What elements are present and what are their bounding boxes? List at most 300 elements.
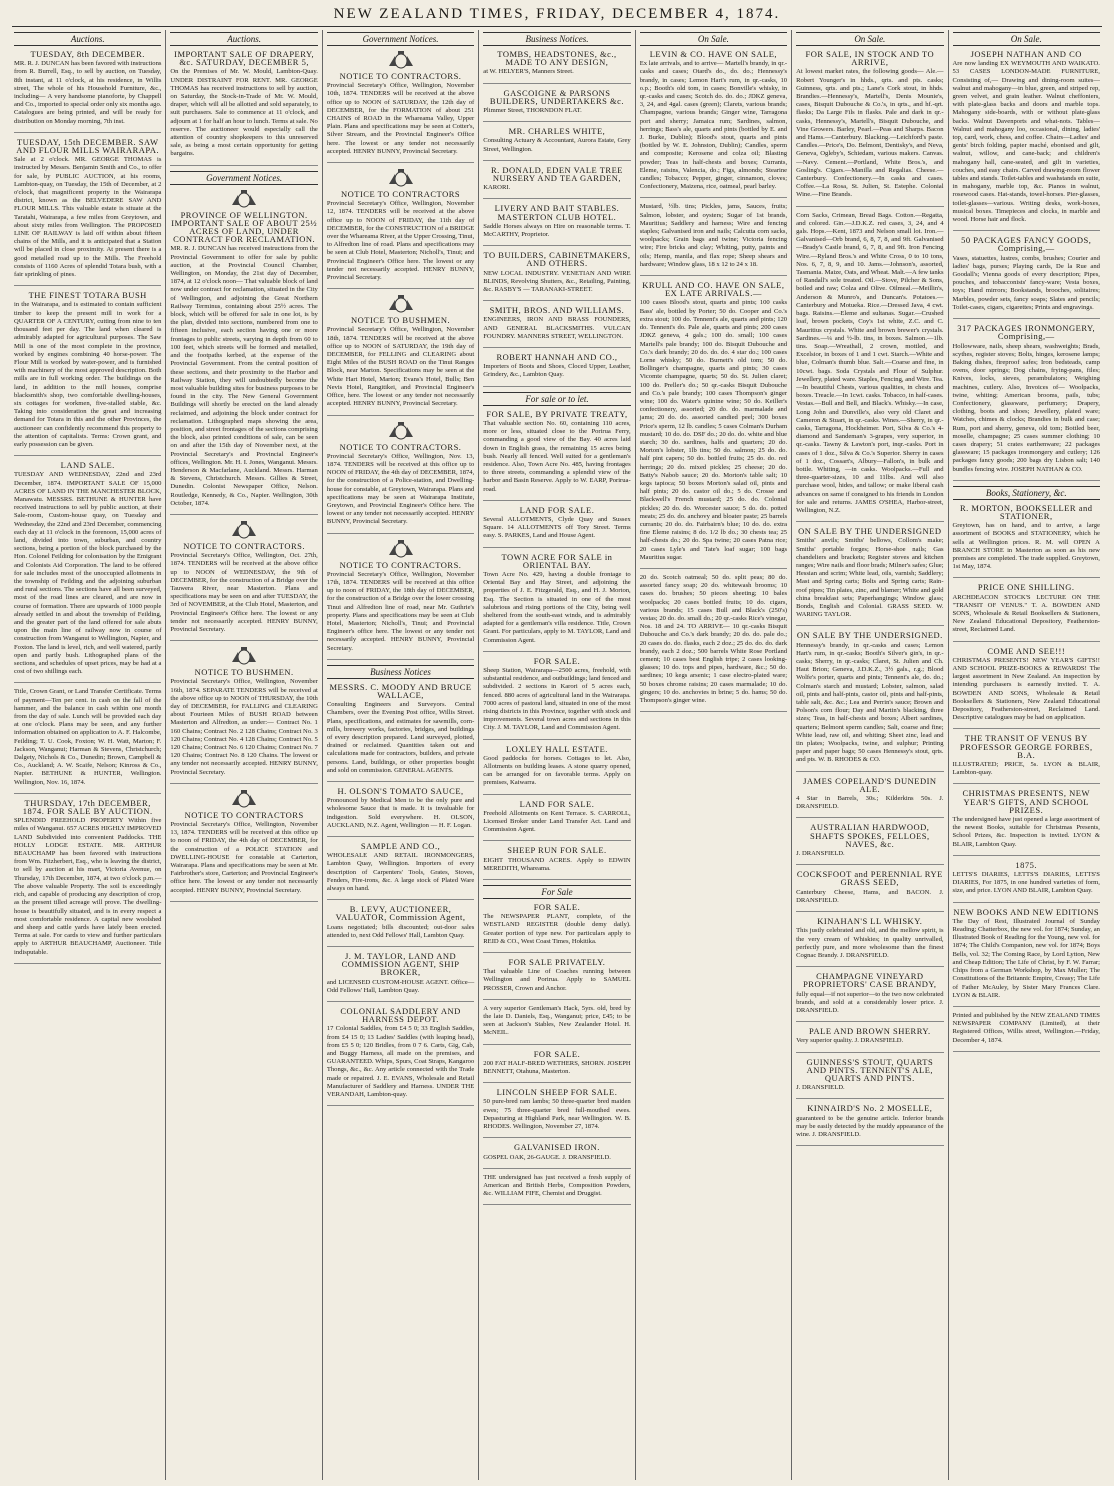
ad-body: MR. R. J. DUNCAN has received instructions from the Provincial Government to offer for sale by public auction, at the Provincial Council Chamber, Wellington, on Monday, the 21st day of December, 1874, at 12 o'clock noon— That valuable block of land now under contract for reclamation, situated in the City of Wellington, and adjoining the Great Northern Railway Terminus, containing about 25½ acres. The block, which will be offered for sale in one lot, is by the plan, divided into sections, numbered from one to fifteen inclusive, each section having one or more frontages to public streets, varying in depth from 60 to 100 feet, which streets will be formed and metalled, and the footpaths kerbed, at the expense of the Provincial Government. From the central position of these sections, and their proximity to the Harbor and Railway Station, they will undoubtedly become the most valuable building sites for business purposes to be found in the city. The New General Government Buildings will shortly be erected on the land already reclaimed, and adjoining the block under contract for reclamation. Lithographed maps showing the area, position, and street frontages of the sections comprising the block, also printed conditions of sale, can be seen on and after the 15th day of November next, at the Provincial Secretary's and Provincial Engineer's offices, Wellington. Mr. H. I. Jones, Wanganui. Messrs. Henderson & Macfarlane, Auckland. Messrs. Harman & Stevens, Christchurch. Messrs. Gillies & Street, Dunedin. Colonist Newspaper Office, Nelson. Routledge, Kennedy, & Co., Napier. Wellington, 30th October, 1874. (170, 245, 318, 507)
ad-divider (327, 533, 474, 534)
advertisement (483, 745, 630, 788)
section-heading: Books, Stationery, &c. (953, 486, 1100, 500)
ad-headline: COLONIAL SADDLERY AND HARNESS DEPOT. (340, 1006, 461, 1025)
ad-divider (14, 682, 161, 683)
ad-body: This justly celebrated and old, and the mellow spirit, is the very cream of Whiskies; in quality unrivalled, perfectly pure, and more wholesome than the finest Cognac Brandy. J. DRANSFIELD. (796, 927, 944, 959)
ad-body: in the Wairarapa, and is estimated to contain sufficient timber to keep the present mill in work for a QUARTER OF A CENTURY, cutting from nine to ten thousand feet per day. The land when cleared is admirably adapted for agricultural purposes. The Saw Mill is one of the most complete in the province, worked by engines combining 40 horse-power. The Flour Mill is worked by water-power, and is furnished with machinery of the most approved description. Both mills are in full working order. The buildings on the land, in addition to the mill houses, comprise blacksmith's shop, two comfortable dwelling-houses, six cottages for workmen, five-stalled stable, &c. Taking into consideration the great and increasing demand for Totara in this and the other Provinces, the auctioneer can confidently recommend this property to the attention of capitalists. Terms: Crown grant, and early possession can be given. (14, 301, 162, 448)
ad-body: 100 cases Blood's stout, quarts and pints; 100 casks Bass' ale, bottled by Porter; 50 do. Cooper and Co.'s extra stout; 100 do. Tennent's ale, quarts and pints; 120 do. Tennent's do. Pale ale, quarts and pints; 200 cases JDKZ geneva, 4 gals.; 100 do. small; 100 cases Martell's pale brandy; 100 do. Bisquit Dubouche and Co.'s dark brandy; 20 do. do. do. 4 star do.; 100 cases Lorne whisky; 50 do. Burnett's old tom; 50 do. Bollinger's champagne, quarts and pints; 30 cases Vicomte champagne, quarts; 50 do. St. Julien claret; 100 do. Preller's do.; 50 qr.-casks Bisquit Dubouche and Co.'s pale brandy; 100 cases Thompson's ginger wine; 100 do. Water's quinine wine; 50 do. Keiller's confectionery, assorted; 20 do. do. marmalade and jams; 20 do. do. assorted candied peel; 300 boxes Price's sperm, 12 lb. candles; 5 cases Colman's Durham mustard; 10 do. do. DSF do.; 20 do. do. white and blue starch; 30 do. sardines, halfs and quarters; 20 do. Morton's lobster, 1lb tins; 50 do. salmon; 25 do. do. half pint capers; 50 do. bottled fruits; 25 do. do. red herrings; 20 do. mixed pickles; 25 cheese; 20 do. Batty's Nabob sauce; 20 do. Morton's table salt; 10 kegs tapioca; 50 boxes Morton's salad oil, pints and half pints; 20 do. castor oil do.; 5 do. Crosse and Blackwell's French mustard; 25 do. do. Colonial pickles; 20 do. do. Worcester sauce; 5 do. do. potted meats; 25 do. do. anchovy and bloater paste; 25 barrels currants; 20 do. do. Fairbairn's blue; 10 do. do. extra fine Eleme raisins; 8 do. 1/2 lb do.; 30 chests tea; 25 half-chests do.; 20 do. Spa twine; 20 cases Patna rice; 20 cases Lyle's and Tate's loaf sugar; 100 bags Mauritius sugar. (639, 299, 788, 561)
ad-headline: LAND FOR SALE. (519, 798, 595, 809)
ad-headline: AUSTRALIAN HARDWOOD, SHAFTS SPOKES, FELLOES, NAVES, &c. (809, 822, 930, 849)
ad-divider (483, 840, 630, 841)
ad-divider (953, 1006, 1100, 1007)
ad-headline: NOTICE TO BUSHMEN. (350, 315, 451, 326)
ad-headline: R. MORTON, BOOKSELLER and STATIONER, (959, 502, 1093, 521)
advertisement (327, 421, 474, 527)
ad-body: Provincial Secretary's Office, Wellington, November 13, 1874. TENDERS will be received at this office up to noon of FRIDAY, the 4th day of DECEMBER, for the construction of a POLICE STATION and DWELLING-HOUSE for constable at Carterton, Wairarapa. Plans and specifications may be seen at Mr. Fairbrother's store, Carterton; and Provincial Engineer's office here. The lowest or any tender not necessarily accepted. HENRY BUNNY, Provincial Secretary. (170, 821, 318, 894)
ad-body: Vases, statuettes, lustres, combs, brushes; Courier and ladies' bags, purses; Playing cards, De la Rue and Goodall's; Vienna goods of every description; Pipes, pouches, and tobacconists' fancy-ware; Vesta boxes, toys; Hand mirrors; Bookstands, brooches, solitaires; Marbles, powder sets, fancy soaps; Slates and pencils; Toilet-cases, cigars, cigarettes; Prints and engravings. (952, 254, 1100, 311)
ad-headline: ON SALE BY THE UNDERSIGNED (798, 526, 942, 537)
ad-body: guaranteed to be the genuine article. Inferior brands may be easily detected by the muddy appearance of the wine. J. DRANSFIELD. (796, 1114, 944, 1138)
ad-body: At lowest market rates, the following goods— Ale.—Robert Younger's in hhds., qrts. and pts. casks; Guinness, qrts. and pts.; Lane's Cork stout, in hhds. Brandies.—Hennessy's, Martell's, Denis Mounie's, cases, Bisquit Dubouche & Co.'s, in qrts., and hf.-qrt. flasks; Da Large Fils in flasks. Pale and dark in qr.-casks, Hennessy's, Martell's, Bisquit Dubouche, and Vine Growers. Barley, Pearl.—Peas and Sharps. Bacon and Hams.—Canterbury. Blacking.—Leichford's paste. Candles.—Price's, Do. Belmont, Dentisky's, and Neva, Geneva, Ogleby's, Schiedam, various makers. Canvas.—Navy. Cement.—Portland, White Bros.'s, and Gosling's. Cigars.—Manilla and Regalias. Cheese.—Canterbury. Confectionery.—In casks and cases. Coffee.—La Rosa, St. Julien, St. Estephe. Colonial Wine.—Fine Brands. (796, 68, 944, 199)
ad-body: Provincial Secretary's Office, Wellington, November 10th, 1874. TENDERS will be received at the above office up to NOON of SATURDAY, the 12th day of DECEMBER, for the FORMATION of about 251 CHAINS of ROAD in the Whareama Valley, Upper Plain. Plans and specifications may be seen at Cotter's, Silver Stream, and the Provincial Engineer's Office here. The lowest or any tender not necessarily accepted. HENRY BUNNY, Provincial Secretary. (326, 82, 475, 155)
ad-divider (483, 651, 630, 652)
advertisement (483, 410, 630, 494)
ad-divider (640, 275, 787, 276)
ad-headline: NOTICE TO CONTRACTORS (340, 189, 461, 200)
ad-body: 50 pure-bred ram lambs; 50 three-quarter bred maiden ewes; 75 three-quarter bred full-mouthed ewes. Depasturing at Highland Park, near Wellington. W. B. RHODES. Wellington, November 27, 1874. (483, 1098, 631, 1131)
royal-crest-icon (229, 189, 259, 209)
advertisement (953, 789, 1100, 848)
ad-divider (953, 577, 1100, 578)
column (635, 30, 791, 1480)
advertisement (953, 1012, 1100, 1045)
ad-divider (483, 1044, 630, 1045)
ad-headline: PROVINCE OF WELLINGTON. IMPORTANT SALE OF ABOUT 25½ ACRES OF LAND, UNDER CONTRACT FOR RECLAMATION. (171, 209, 318, 245)
ad-headline: GUINNESS'S STOUT, QUARTS AND PINTS. TENNENT'S ALE, QUARTS AND PINTS. (806, 1056, 934, 1083)
advertisement (327, 787, 474, 830)
ad-divider (327, 899, 474, 900)
ad-headline: PRICE ONE SHILLING. (977, 582, 1075, 593)
ad-headline: CHAMPAGNE VINEYARD PROPRIETORS' CASE BRANDY, (803, 971, 937, 990)
advertisement (483, 657, 630, 733)
ad-body: at W. HELYER'S, Manners Street. (483, 68, 574, 76)
ad-divider (953, 318, 1100, 319)
ad-body: Printed and published by the NEW ZEALAND TIMES NEWSPAPER COMPANY (Limited), at their Registered Offices, Willis street, Wellington.—Friday, December 4, 1874. (952, 1011, 1100, 1044)
section-heading: For sale or to let. (483, 392, 630, 406)
ad-divider (14, 285, 161, 286)
advertisement (796, 777, 943, 812)
advertisement (483, 251, 630, 294)
ad-headline: GALVANISED IRON. (514, 1142, 600, 1153)
section-heading: On Sale. (953, 32, 1100, 46)
ad-headline: TOWN ACRE FOR SALE in ORIENTAL BAY. (501, 551, 613, 570)
advertisement (327, 539, 474, 653)
advertisement (796, 631, 943, 764)
ad-body: ARCHDEACON STOCK'S LECTURE ON THE "TRANSIT OF VENUS." T. A. BOWDEN AND SONS, Wholesale & Retail Booksellers & Stationers, New Zealand Educational Depository, Featherston-street, Reclaimed Land. (952, 593, 1100, 634)
ad-divider (796, 911, 943, 912)
ad-divider (483, 121, 630, 122)
advertisement (640, 203, 787, 269)
advertisement (483, 50, 630, 77)
ad-body: NEW LOCAL INDUSTRY. VENETIAN AND WIRE BLINDS, Revolving Shutters, &c., Retailing, Painting, &c. RASBY'S — TARANAKI-STREET. (483, 269, 631, 294)
section-heading: Government Notices. (327, 32, 474, 46)
ad-body: Very superior quality. J. DRANSFIELD. (796, 1037, 904, 1045)
ad-headline: FOR SALE, BY PRIVATE TREATY, (486, 408, 628, 419)
ad-body: That valuable section No. 60, containing 110 acres, more or less, situated close to the Porirua Ferry, commanding a good view of the Bay. 40 acres laid down in English grass, the remaining 15 acres being bush. Nearly all fenced. Well suited for a gentleman's residence. Also, Town Acre No. 485, having frontages to three streets, commanding a splendid view of the harbor and Basin Reserve. Apply to W. EARP, Porirua-road. (483, 419, 631, 493)
ad-divider (796, 1021, 943, 1022)
ad-divider (953, 855, 1100, 856)
ad-headline: 317 PACKAGES IRONMONGERY, Comprising,— (957, 323, 1096, 342)
ad-divider (953, 230, 1100, 231)
ad-divider (796, 817, 943, 818)
ad-divider (170, 901, 317, 902)
ad-body: Importers of Boots and Shoes, Cloced Upper, Leather, Grindery, &c., Lambton Quay. (483, 363, 631, 379)
masthead: NEW ZEALAND TIMES, FRIDAY, DECEMBER 4, 1874. (333, 6, 781, 22)
ad-body: Provincial Secretary's Office, Wellington, November 17th, 1874. TENDERS will be received at this office up to noon of FRIDAY, the 18th day of DECEMBER, for the construction of a Bridge over the lower crossing Tinui and Alfredton line of road, near Mr. Guthrie's property. Plans and specifications may be seen at Club Hotel, Masterton; Nicholl's, Tinui; and Provincial Engineer's office here. The lowest or any tender not necessarily accepted. HENRY BUNNY, Provincial Secretary. (326, 570, 475, 652)
ad-headline: LINCOLN SHEEP FOR SALE. (496, 1087, 618, 1098)
ad-divider (953, 728, 1100, 729)
ad-body: SPLENDID FREEHOLD PROPERTY Within five miles of Wanganui. 657 ACRES HIGHLY IMPROVED LAND Subdivided into convenient Paddocks. THE HOLLY LODGE ESTATE. MR. ARTHUR BEAUCHAMP has been favored with instructions from Wm. Fitzherbert, Esq., who is leaving the district, to sell by auction at his mart, Victoria Avenue, on Thursday, 17th December, 1874, at two o'clock p.m.— The above valuable Property. The soil is exceedingly rich, and capable of producing any description of crop, as the present tilled acreage will prove. The dwelling-house is beautifully situated, and is in every respect a most comfortable residence. A capital new woolshed and sheep and cattle yards have lately been erected. Terms at sale. For cards to view and further particulars apply to ARTHUR BEAUCHAMP, Auctioneer. Title indisputable. (14, 817, 162, 956)
ad-headline: LAND FOR SALE. (519, 504, 595, 515)
ad-divider (796, 1098, 943, 1099)
advertisement (796, 1058, 943, 1093)
ad-body: Several ALLOTMENTS, Clyde Quay and Sussex Square. 14 ALLOTMENTS off Tory Street. Terms easy. S. PARKES, Land and House Agent. (483, 515, 631, 540)
ad-divider (483, 794, 630, 795)
ad-headline: FOR SALE. (533, 902, 581, 913)
ad-body: J. DRANSFIELD. (796, 850, 845, 858)
royal-crest-icon (386, 50, 416, 70)
ad-headline: NOTICE TO BUSHMEN. (194, 667, 294, 678)
ad-divider (170, 640, 317, 641)
advertisement (327, 1007, 474, 1099)
ad-divider (796, 966, 943, 967)
advertisement (953, 324, 1100, 474)
ad-headline: CHRISTMAS PRESENTS, NEW YEAR'S GIFTS, AND SCHOOL PRIZES. (962, 788, 1090, 815)
ad-headline: GASCOIGNE & PARSONS BUILDERS, UNDERTAKERS &c. (489, 87, 625, 106)
ad-body: ENGINEERS, IRON AND BRASS FOUNDERS, AND GENERAL BLACKSMITHS. VULCAN FOUNDRY. MANNERS STREET, WELLINGTON. (483, 316, 631, 340)
ad-body: Provincial Secretary's Office, Wellington, Oct. 27th, 1874. TENDERS will be received at the above office up to NOON of WEDNESDAY, the 9th of DECEMBER, for the construction of a Bridge over the Tauwera River, near Masterton. Plans and specifications may be seen on and after TUESDAY, the 3rd of NOVEMBER, at the Club Hotel, Masterton, and Provincial Engineer's Office here. The lowest or any tender not necessarily accepted. HENRY BUNNY, Provincial Secretary. (170, 552, 318, 633)
column (478, 30, 634, 1480)
ad-body: CHRISTMAS PRESENTS! NEW YEAR'S GIFTS!! AND SCHOOL PRIZE-BOOKS & REWARDS! The largest assortment in New Zealand. An inspection by intending purchasers is earnestly invited. T. A. BOWDEN AND SONS, Wholesale & Retail Booksellers & Stationers, New Zealand Educational Depository, Featherston-street, Reclaimed Land. Descriptive catalogues may be had on application. (952, 656, 1100, 722)
ad-headline: KINNAIRD'S No. 2 MOSELLE, (807, 1103, 933, 1114)
ad-body: On the Premises of Mr. W. Mould, Lambton-Quay. UNDER DISTRAINT FOR RENT. MR. GEORGE THOMAS has received instructions to sell by auction, on Saturday, the Stock-in-Trade of Mr. W. Mould, draper, which will all be allotted and sold separately, to suit purchasers. Sale to commence at 11 o'clock, and adjourn at 1 for half an hour to lunch. Terms at sale. No reserve. The auctioneer would especially call the attention of country shopkeepers to this unreserved sale, as being a most certain opportunity for getting bargains. (170, 68, 318, 158)
ad-body: EIGHT THOUSAND ACRES. Apply to EDWIN MEREDITH, Whareama. (483, 856, 631, 872)
ad-body: Greytown, has on hand, and to arrive, a large assortment of BOOKS and STATIONERY, which he sells at Wellington prices. R. M. will OPEN A BRANCH STORE in Masterton as soon as his new premises are completed. The trade supplied. Greytown, 1st May, 1874. (952, 522, 1100, 571)
ad-divider (483, 347, 630, 348)
advertisement (483, 958, 630, 993)
ad-headline: KINAHAN'S LL WHISKY. (817, 916, 923, 927)
ad-body: Hennessy's brandy, in qr.-casks and cases; Lemon Hart's rum, in qr.-casks; Booth's Silver's gin's, in qr.-casks; Sherry, in qr.-casks; Claret, St. Julien and Ch. Haut Brion; Geneva, J.D.K.Z., 3½ gals., r.g.; Blood Wolfe's porter, quarts and pints; Tennent's ale, do. do.; Colman's starch and mustard; Lobster, salmon, salad oil, pints and half-pints, castor oil, pints and half-pints, table salt, &c. &c.; Lea and Perrin's sauce; Brown and Polson's corn flour; Day and Martin's blacking, three sizes; Teas, in half-chests and boxes; Albert sardines, quarters; Belmont sperm candles; Salt, coarse and fine; White lead, raw oil, and whiting; Sheet zinc, lead and tin plates; Woolpacks, twine, and sulphur; Printing paper and paper bags; 50 cases Hennessy's stout, qrts. and pts. W. B. RHODES & CO. (796, 641, 944, 764)
advertisement (14, 461, 161, 676)
ad-divider (796, 1052, 943, 1053)
ad-divider (483, 999, 630, 1000)
advertisement (796, 1104, 943, 1139)
column (322, 30, 478, 1480)
advertisement (483, 1050, 630, 1077)
advertisement (796, 527, 943, 619)
ad-headline: FOR SALE, IN STOCK AND TO ARRIVE, (805, 49, 935, 68)
ad-divider (640, 711, 787, 712)
ad-headline: COCKSFOOT and PERENNIAL RYE GRASS SEED, (796, 869, 943, 888)
ad-headline: NOTICE TO CONTRACTORS. (339, 441, 462, 452)
ad-body: The undersigned have just opened a large assortment of the newest Books, suitable for Christmas Presents, School Prizes, &c. Inspection is invited. LYON & BLAIR, Lambton Quay. (952, 816, 1100, 848)
ad-body: Sheep Station, Wairarapa—2500 acres, freehold, with substantial residence, and outbuildings; land fenced and subdivided. 2 sections in Karori of 5 acres each, fenced. 880 acres of agricultural land in the Wairarapa. 7000 acres of pastoral land, situated in one of the most rising districts in this Province, together with stock and improvements. Several town acres and sections in this City. J. M. TAYLOR, Land and Commission Agent. (483, 666, 631, 732)
advertisement (483, 89, 630, 116)
advertisement (483, 846, 630, 873)
ad-headline: H. OLSON'S TOMATO SAUCE, (337, 786, 464, 796)
advertisement (796, 50, 943, 200)
advertisement (953, 647, 1100, 723)
royal-crest-icon (229, 520, 259, 540)
ad-headline: ROBERT HANNAH AND CO., (496, 352, 618, 363)
advertisement (170, 646, 317, 777)
ad-divider (483, 83, 630, 84)
ad-divider (796, 1145, 943, 1146)
advertisement (796, 870, 943, 905)
ad-body: Hollowware, nails, sheep shears, washweights; Brads, scythes, register stoves; Bolts, hinges, kerosene lamps; Baking dishes, fireproof safes; Iron bedsteads, camp ovens, door springs; Dog chains, frying-pans, files; Knives, locks, sieves, perambulators; Weighing machines, cutlery. Also, Invoices of— Woolpacks, twine, whiting; American brooms, pails, tubs; Confectionery, glassware, perfumery; Drapery, clothing, boots and shoes; Jewellery, plated ware; Watches, chimes & clocks; Brandies in bulk and case; Rum, port and sherry, geneva, old tom; Bottled beer, moselle, champagne; 25 cases summer clothing; 10 cases drapery; 51 crates earthenware; 22 packages glassware; 15 packages ironmongery and cutlery; 126 packages fancy goods; 200 bags dry Lisbon salt; 140 bundles fencing wire. JOSEPH NATHAN & CO. (952, 342, 1100, 473)
advertisement (796, 917, 943, 960)
ad-headline: JAMES COPELAND'S DUNEDIN ALE. (803, 775, 937, 794)
ad-headline: LOXLEY HALL ESTATE. (506, 743, 608, 754)
advertisement (483, 800, 630, 835)
advertisement (483, 204, 630, 239)
ad-divider (953, 1051, 1100, 1052)
ad-divider (327, 781, 474, 782)
advertisement (483, 353, 630, 380)
ad-divider (640, 197, 787, 198)
ad-divider (170, 165, 317, 166)
advertisement (483, 506, 630, 541)
ad-divider (796, 521, 943, 522)
ad-divider (170, 514, 317, 515)
ad-body: Mustard, ½lb. tins; Pickles, jams, Sauces, fruits; Salmon, lobster, and oysters; Sugar of 1st brands, Mauritius; Saddlery and harness; Wire and fencing staples; Galvanised iron and nails; Calcutta corn sacks, woolpacks; Grain bags and twine; Victoria fencing wire; Fire bricks and clay; Whiting, putty, paints and oils; Hemp, manila, and flax rope; Sheep shears and hardware; Window glass, 18 x 12 to 24 x 18. (639, 203, 788, 268)
ad-body: Consulting Actuary & Accountant, Aurora Estate, Grey Street, Wellington. (483, 137, 631, 153)
ad-body: Are now landing EX WEYMOUTH AND WAIKATO. 53 CASES LONDON-MADE FURNITURE, Consisting of,— Drawing and dining-room suites—walnut and mahogany—in blue, green, and striped rep, green velvet, and grain leather. Walnut cheffoniers, with plate-glass backs and doors and marble tops. Mahogany side-boards, with or without plate-glass backs. Walnut Davenports and what-nots. Tables—Walnut and mahogany loo, occasional, dining, ladies' top, card, work, chess, and coffee. Chairs—Ladies' and gents' birch folding, papier maché, ebonised and gilt, walnut, willow, and cane-back; and children's mahogany hall, cane-seated, and gilt in varieties, couches, and easy chairs. Carved drawing-room flower tables and stands. Toilet-tables and washstands en suite, in mahogany, marble top, &c. Pianos in walnut, rosewood cases. Hat-stands, towel-horses. Pier-glasses, toilet-glasses—various. Writing desks, work-boxes, musical boxes. Timepieces and clocks, in marble and wood. Horse hair and flock. (952, 60, 1100, 224)
ad-divider (796, 771, 943, 772)
ad-divider (327, 162, 474, 163)
ad-headline: NOTICE TO CONTRACTORS (184, 809, 304, 820)
advertisement (953, 908, 1100, 1000)
ad-body: Consulting Engineers and Surveyors. Central Chambers, over the Evening Post office, Willis Street. Plans, specifications, and estimates for sawmills, corn-mills, brewery works, factories, bridges, and buildings of every description prepared. Land surveyed, plotted, drained or reclaimed. Quantities taken out and calculations made for contractors, builders, and private persons. Land, buildings, or other properties bought and sold on commission. GENERAL AGENTS. (326, 701, 475, 774)
royal-crest-icon (386, 421, 416, 441)
advertisement (796, 823, 943, 858)
ad-body: Plimmer Street, THORNDON FLAT. (483, 107, 582, 115)
ad-headline: R. DONALD, EDEN VALE TREE NURSERY AND TEA GARDEN, (490, 164, 623, 184)
ad-headline: JOSEPH NATHAN AND CO (970, 49, 1082, 59)
ad-body: 4 Star in Barrels, 30s.; Kilderkins 50s. J. DRANSFIELD. (796, 795, 944, 811)
advertisement (953, 734, 1100, 777)
advertisement (327, 50, 474, 156)
ad-body: Saddle Horses always on Hire on reasonable terms. T. McCARTHY, Proprietor. (483, 222, 631, 239)
ad-divider (327, 1105, 474, 1106)
royal-crest-icon (229, 789, 259, 809)
advertisement (327, 294, 474, 408)
ad-body: Good paddocks for horses. Cottages to let. Also, Allotments on building leases. A stone quarry opened, can be arranged for on favorable terms. Apply on premises, Kaiwarra. (483, 754, 631, 787)
ad-body: Title, Crown Grant, or Land Transfer Certificate. Terms of payment—Ten per cent. in cash on the fall of the hammer, and the balance in cash within one month from the day of sale. Lunch will be provided each day at one o'clock. Plans may be seen, and any further information obtained on application to A. F. Halcombe, Feilding; T. U. Cook, Foxton; W. H. Watt, Marton; F. Jackson, Wanganui; Harman & Stevens, Christchurch; Dalgety, Nichols & Co., Dunedin; Brown, Campbell & Co., Auckland; A. W. Scaife, Nelson; Kinross & Co., Napier. BETHUNE & HUNTER, Wellington. Wellington, Nov. 16, 1874. (14, 688, 162, 786)
column (791, 30, 947, 1480)
ad-headline: TUESDAY, 8th DECEMBER. (30, 49, 145, 59)
advertisement (953, 583, 1100, 634)
ad-headline: TUESDAY, 15th DECEMBER. SAW AND FLOUR MILLS WAIRARAPA. (16, 136, 160, 156)
ad-headline: NEW BOOKS AND NEW EDITIONS (953, 906, 1100, 917)
advertisement (483, 1005, 630, 1038)
ad-body: The NEWSPAPER PLANT, complete, of the WESTLAND REGISTER (double demy daily). Greater portion of type new. For particulars apply to REID & CO., West Coast Times, Hokitika. (483, 913, 631, 945)
ad-headline: FOR SALE. (533, 1048, 581, 1059)
advertisement (170, 789, 317, 895)
ad-body: and LICENSED CUSTOM-HOUSE AGENT. Office—Odd Fellows' Hall, Lambton Quay. (326, 978, 475, 994)
advertisement (327, 905, 474, 940)
ad-headline: COME AND SEE!!! (987, 645, 1066, 656)
ad-body: Provincial Secretary's Office, Wellington, November 18th, 1874. TENDERS will be received at the above office up to NOON of SATURDAY, the 19th day of DECEMBER, for FELLING and CLEARING about Eight Miles of the BUSH ROAD on the Tinui Ranges Block, near Marton. Specifications may be seen at the White Hart Hotel, Marton; Evans's Hotel, Bulls; Ben Nevis Hotel, Rangitikei, and Provincial Engineer's Office, here. The lowest or any tender not necessarily accepted. HENRY BUNNY, Provincial Secretary. (326, 326, 475, 408)
ad-divider (953, 902, 1100, 903)
ad-headline: SMITH, BROS. AND WILLIAMS. (489, 305, 625, 316)
ad-divider (483, 1168, 630, 1169)
advertisement (796, 972, 943, 1015)
ad-headline: PALE AND BROWN SHERRY. (809, 1026, 931, 1037)
section-heading: Government Notices. (170, 171, 317, 185)
ad-body: KARORI. (483, 184, 511, 192)
column (10, 30, 165, 1480)
advertisement (327, 952, 474, 995)
ad-divider (483, 1082, 630, 1083)
ad-headline: IMPORTANT SALE OF DRAPERY, &c. SATURDAY, DECEMBER 5, (174, 49, 315, 68)
masthead-rule (12, 26, 1102, 27)
ad-body: Pronounced by Medical Men to be the only pure and wholesome Sauce that is made. It is invaluable for indigestion. Sold everywhere. H. OLSON, AUCKLAND, N.Z. Agent, Wellington — H. F. Logan. (326, 797, 475, 829)
ad-headline: NOTICE TO CONTRACTORS. (339, 71, 462, 81)
section-heading: Business Notices. (483, 32, 630, 46)
ad-headline: NOTICE TO CONTRACTORS. (339, 559, 462, 570)
ad-body: 20 do. Scotch oatmeal; 50 do. split peas; 80 do. assorted fancy soap; 20 do. whitewash brooms; 10 cases do. brushes; 50 pieces sheeting; 10 bales woolpacks; 20 cases bottled fruits; 10 do. cigars, various brands; 15 cases Bull and Black's (250's) vestas; 20 do. do. small do.; 20 qr.-casks Rice's vinegar, Nos. 18 and 24. TO ARRIVE— 10 qr.-casks Bisquit Dubouche and Co.'s dark brandy; 20 do. do. pale do.; 20 cases do. do. flasks, each 2 doz.; 25 do. do. do. dark brandy, each 2 doz.; 500 barrels White Rose Portland cement; 10 cases best English tripe; 2 cases looking-glasses; 10 do. tops and pipes, hardware, &c.; 50 do. sardines; 10 kegs arsenic; 1 case electro-plated ware; 50 boxes chrome raisins; 20 cases marmalade; 10 do. gingers; 10 do. anchovies in brine; 5 do. hams; 50 do. Thompson's ginger wine. (639, 573, 788, 705)
column (165, 30, 321, 1480)
ad-divider (327, 415, 474, 416)
ad-divider (953, 480, 1100, 481)
ad-body: LETTS'S DIARIES, LETTS'S DIARIES, LETTS'S DIARIES, For 1875, in one hundred varieties of form, size, and price. LYON AND BLAIR, Lambton Quay. (952, 871, 1100, 895)
ad-headline: SHEEP RUN FOR SALE. (507, 845, 607, 856)
section-heading: Auctions. (170, 32, 317, 46)
section-heading: Business Notices (327, 665, 474, 679)
ad-divider (327, 946, 474, 947)
ad-headline: SAMPLE AND CO., (360, 841, 441, 852)
ad-headline: THE TRANSIT OF VENUS BY PROFESSOR GEORGE FORBES, B.A. (959, 733, 1093, 760)
advertisement (640, 50, 787, 191)
advertisement (953, 861, 1100, 896)
ad-body: fully equal—if not superior—to the two now celebrated brands, and sold at a considerably lower price. J. DRANSFIELD. (796, 990, 944, 1014)
ad-body: Ex late arrivals, and to arrive— Martell's brandy, in qr.-casks and cases; Otard's do., do. do.; Hennessy's brandy, in cases; Lemon Hart's rum, in qr.-casks, 10 o.p.; Booth's old tom, in cases; Bonville's whisky, in qr.-casks and cases; Scotch do. do. do.; JDKZ geneva, 3, 24, and 4gal. cases (green); Clarets, various brands; Champagne, various brands; Ginger wine, Tarragona port and sherry; Jamaica rum; Sardines, salmon, herrings; Bass's ale, quarts and pints (bottled by E. and J. Burke, Dublin); Blood's stout, quarts and pints (bottled by W. E. Johnston, Dublin); Candles, sperm and composite; Kerosene and colza oil; Blasting powder; Teas in half-chests and boxes; Currants, Eleme, raisins, Valencia, do.; Figs, almonds; Stearine candles; Tobacco; Pepper, ginger, cinnamon, cloves; Confectionery, Maizena, rice, oatmeal, pearl barley. (639, 60, 788, 191)
ad-headline: LAND SALE. (60, 460, 115, 471)
advertisement (483, 306, 630, 341)
ad-divider (483, 245, 630, 246)
ad-body: 17 Colonial Saddles, from £4 5 0; 33 English Saddles, from £4 15 0; 13 Ladies' Saddles (with leaping head), from £5 5 0; 120 Bridles, from 0 7 6. Carts, Gig, Cab, and Buggy Harness, all made on the premises, and GUARANTEED. Whips, Spurs, Coat Straps, Kangaroo Thongs, &c., &c. Any article connected with the Trade made or repaired. J. E. EVANS, Wholesale and Retail Manufacturer of Saddlery and Harness. UNDER THE VERANDAH, Lambton-quay. (326, 1025, 475, 1099)
advertisement (14, 291, 161, 449)
ad-headline: NOTICE TO CONTRACTORS. (183, 540, 305, 551)
ad-body: WHOLESALE AND RETAIL IRONMONGERS, Lambton Quay, Wellington. Importers of every description of Carpenters' Tools, Grates, Stoves, Fenders, Fire-irons, &c. A large stock of Plated Ware always on hand. (326, 852, 475, 893)
advertisement (953, 50, 1100, 224)
ad-body: That valuable Line of Coaches running between Wellington and Porirua. Apply to SAMUEL PROSSER, Crown and Anchor. (483, 968, 631, 992)
ad-divider (14, 132, 161, 133)
ad-divider (796, 625, 943, 626)
advertisement (14, 688, 161, 786)
ad-headline: ON SALE BY THE UNDERSIGNED. (796, 630, 943, 641)
ad-body: J. DRANSFIELD. (796, 1084, 845, 1092)
ad-headline: FOR SALE. (533, 655, 581, 666)
columns (10, 30, 1104, 1480)
royal-crest-icon (386, 539, 416, 559)
ad-divider (483, 300, 630, 301)
advertisement (14, 138, 161, 279)
advertisement (327, 683, 474, 775)
ad-divider (953, 783, 1100, 784)
royal-crest-icon (386, 294, 416, 314)
ad-headline: KRULL AND CO. HAVE ON SALE, EX LATE ARRIVALS.— (642, 280, 785, 299)
advertisement (640, 281, 787, 562)
advertisement (14, 799, 161, 957)
advertisement (953, 236, 1100, 312)
ad-divider (327, 1001, 474, 1002)
advertisement (640, 574, 787, 705)
advertisement (483, 1143, 630, 1161)
ad-body: THE undersigned has just received a fresh supply of American and British Herbs, Composition Powders, &c. WILLIAM FIFE, Chemist and Druggist. (483, 1173, 631, 1198)
ad-divider (483, 547, 630, 548)
ad-divider (796, 864, 943, 865)
ad-body: Loans negotiated; bills discounted; out-door sales attended to, next Odd Fellows' Hall, Lambton Quay. (326, 923, 475, 939)
ad-divider (483, 879, 630, 880)
ad-divider (483, 952, 630, 953)
ad-divider (796, 206, 943, 207)
ad-divider (483, 1137, 630, 1138)
section-heading: On Sale. (640, 32, 787, 46)
advertisement (483, 1174, 630, 1199)
ad-headline: THURSDAY, 17th DECEMBER, 1874. FOR SALE BY AUCTION. (22, 797, 153, 817)
ad-body: GOSPEL OAK, 26-GAUGE. J. DRANSFIELD. (483, 1153, 611, 1161)
ad-divider (483, 739, 630, 740)
ad-body: MR. R. J. DUNCAN has been favored with instructions from R. Burrell, Esq., to sell by auction, on Tuesday, 8th instant, at 11 o'clock, at his residence, in Willis street, The whole of his Household Furniture, &c., including— A very handsome pianoforte, by Chappell and Co., imported to special order only six months ago. Catalogues are being printed, and will be ready for distribution on Monday morning, 7th inst. (14, 60, 162, 125)
ad-divider (327, 659, 474, 660)
ad-divider (483, 1204, 630, 1205)
ad-divider (483, 386, 630, 387)
advertisement (327, 168, 474, 282)
ad-body: ILLUSTRATED; PRICE, 5s. LYON & BLAIR, Lambton-quay. (952, 761, 1100, 777)
ad-divider (327, 288, 474, 289)
ad-divider (640, 568, 787, 569)
advertisement (170, 50, 317, 159)
ad-divider (483, 198, 630, 199)
ad-headline: MESSRS. C. MOODY AND BRUCE WALLACE, (329, 681, 472, 700)
advertisement (796, 212, 943, 516)
ad-headline: TOMBS, HEADSTONES, &c., MADE TO ANY DESIGN, (497, 49, 617, 68)
ad-body: Corn Sacks, Crimean, Bread Bags. Cotton.—Regatta, and colored. Gin.—J.D.K.Z. red cases, 3, 24, and 4 gals. Hops.—Kent, 1873 and Nelson small lot. Iron.—Galvanised—Orb brand, 6, 8, 7, 8, and 9ft. Galvanised—Brady's Castle brand, 6, 7, 8, and 9ft. Iron Fencing Wire.—Ryland Bros.'s and White Cross, 0 to 10 tons, Nos. 6, 7, 8, 9, and 10. Jams.—Johnson's, assorted, Tasmania. Maize, Oats, and Wheat. Malt.—A few tanks of Randall's sole treated. Oil.—Stove, Pilcher & Sons, boiled and raw; Colza and Olive. Oilmeal.—Meillin's, Anderson & Munro's, and Duncan's. Potatoes.—Canterbury and Motueka. Rice.—Dressed Java, 4 cwt. bags. Raisins.—Eleme and sultanas. Sugar.—Crushed loaf, brown pockets, Coy's 1st white, Z.C. and C. Mauritius crystals. White and brown brewer's crystals. Sardines.—¼ and ½-lb. tins, in boxes. Salmon.—1lb. tins. Soap.—Wreathall, 2 crown, mottled, and Excelsior, in boxes of 1 and 1 cwt. Starch.—White and blue, Colman's thumb blue. Salt.—Coarse and fine, in 10cwt. bags. Soda Crystals and Flour of Sulphur. Jewellery, plated ware. Staples, Fencing, and Wire. Tea.—In beautiful Chests, various qualities, in chests and boxes. Treacle.—In 1cwt. casks. Tobacco, in half-cases. Vestas.—Bull and Bell, and Black's. Whisky.—In case, Long John and Dunville's, also very old Claret and Cameron & Stuart, in qr.-casks. Wines.—Sherry, in qr.-casks, Tarragona, Hockheimer. Port, Silva & Co.'s 4-diamond and Sandeman's 3-grapes, very superior, in qr.-casks. Tawny & Lawton's port, inqr.-casks. Port in cases of 1 doz., Silva & Co.'s Superior. Sherry in cases of 1 doz., Cossart's, Albury—Fallon's, in bulk and bottle. Whiting, —in casks. Woolpacks.—Full and three-quarter-sizes, 10 and 11lbs. And will also purchase wool, hides, and tallow; or make liberal cash advances on same if consigned to his friends in London for sale and returns. JAMES O'SHEA, Harbor-street, Wellington, N.Z. (796, 211, 944, 514)
advertisement (483, 903, 630, 946)
ad-divider (483, 500, 630, 501)
ad-divider (14, 455, 161, 456)
advertisement (170, 189, 317, 508)
ad-body: Town Acre No. 429, having a double frontage to Oriental Bay and Hay Street, and adjoining the properties of J. E. Fitzgerald, Esq., and H. J. Morton, Esq. The Section is situated in one of the most salubrious and rising portions of the City, being well sheltered from the south-east winds, and is admirably adapted for a gentleman's villa residence. Title, Crown Grant. For particulars, apply to M. TAYLOR, Land and Commission Agent. (483, 570, 631, 644)
ad-headline: 50 PACKAGES FANCY GOODS, Comprising,— (961, 235, 1092, 254)
advertisement (14, 50, 161, 126)
section-heading: For Sale (483, 885, 630, 899)
royal-crest-icon (386, 168, 416, 188)
advertisement (953, 504, 1100, 572)
ad-body: Provincial Secretary's Office, Wellington, November 12, 1874. TENDERS will be received at the above office up to NOON of FRIDAY, the 11th day of DECEMBER, for the CONSTRUCTION of a BRIDGE over the Whareama River, at the Upper Crossing, Tinui, to Alfredton line of road. Plans and specifications may be seen at Club Hotel, Masterton; Nicholl's, Tinui; and Provincial Engineer's Office here. The lowest or any tender not necessarily accepted. HENRY BUNNY, Provincial Secretary. (326, 200, 475, 282)
advertisement (483, 127, 630, 154)
ad-headline: FOR SALE PRIVATELY. (508, 957, 606, 968)
ad-divider (170, 783, 317, 784)
ad-headline: THE FINEST TOTARA BUSH (28, 290, 147, 301)
royal-crest-icon (229, 646, 259, 666)
ad-divider (483, 160, 630, 161)
ad-body: Provincial Secretary's Office, Wellington, Nov. 13, 1874. TENDERS will be received at this office up to NOON of FRIDAY, the 4th day of DECEMBER, 1874, for the construction of a Police-station, and Dwelling-house for constable, at Greytown, Wairarapa. Plans and specifications may be seen at Wairarapa Institute, Greytown, and Provincial Engineer's Office here. The lowest or any tender not necessarily accepted. HENRY BUNNY, Provincial Secretary. (326, 452, 475, 526)
ad-headline: TO BUILDERS, CABINETMAKERS, AND OTHERS. (483, 250, 631, 269)
ad-body: Sale at 2 o'clock. MR. GEORGE THOMAS is instructed by Messrs. Benjamin Smith and Co., to offer for sale, by PUBLIC AUCTION, at his rooms, Lambton-quay, on Tuesday, the 15th of December, at 2 o'clock, that magnificent property in the Wairarapa district, known as the BELVEDERE SAW AND FLOUR MILLS. This valuable estate is situate at the Taratahi, Wairarapa, a few miles from Greytown, and about sixty miles from Wellington. The PROPOSED LINE OF RAILWAY is laid off within about fifteen chains of the Mills, and it is anticipated that a Station will be placed in close proximity. At present there is a good metalled road up to the Mills. The Freehold consists of 1160 Acres of splendid Totara bush, with a fair sprinkling of pines. (14, 156, 162, 279)
ad-body: TUESDAY AND WEDNESDAY, 22nd and 23rd December, 1874. IMPORTANT SALE OF 15,000 ACRES OF LAND IN THE MANCHESTER BLOCK, Manawatu. MESSRS. BETHUNE & HUNTER have received instructions to sell by public auction, at their Sale-room, Custom-house quay, on Tuesday and Wednesday, the 22nd and 23rd December, commencing each day at 11 o'clock in the forenoon, 15,000 acres of land, divided into town, suburban, and country sections, being a portion of the block purchased by the Hon. Colonel Feilding for colonisation by the Emigrant and Colonists Aid Corporation. The land to be offered for sale includes most of the unoccupied allotments in the township of Feilding and the adjoining suburban and rural sections. The sections have all been surveyed, most of the road lines are cleared, and are now in course of formation. There are upwards of 1000 people already settled in and about the township of Feilding, and the greater part of the land offered for sale abuts upon the main line of railway now in course of construction from Wanganui to Wellington, Napier, and Foxton. The land is level, rich, and well watered, partly open and partly bush. Lithographed plans of the sections, and schedules of upset prices, may be had at a cost of two shillings each. (14, 471, 162, 676)
ad-divider (14, 963, 161, 964)
advertisement (170, 520, 317, 634)
ad-body: Freehold Allotments on Kent Terrace. S. CARROLL, Licensed Broker under Land Transfer Act. Land and Commission Agent. (483, 809, 631, 834)
section-heading: On Sale. (796, 32, 943, 46)
section-heading: Auctions. (14, 32, 161, 46)
advertisement (327, 842, 474, 893)
ad-body: A very superior Gentleman's Hack, 5yrs. old, bred by the late D. Daniels, Esq., Wanganui; price, £45; to be seen at Jackson's Stables, New Zealander Hotel. H. McNEIL. (483, 1004, 631, 1037)
ad-body: Canterbury Cheese, Hams, and BACON. J. DRANSFIELD. (796, 888, 944, 904)
ad-divider (14, 793, 161, 794)
ad-divider (953, 641, 1100, 642)
column (948, 30, 1104, 1480)
ad-headline: MR. CHARLES WHITE, (508, 126, 606, 137)
ad-body: Provincial Secretary's Office, Wellington, November 16th, 1874. SEPARATE TENDERS will be received at the above office up to NOON of THURSDAY, the 10th day of DECEMBER, for FALLING and CLEARING about Fourteen Miles of BUSH ROAD between Masterton and Alfredton, as under:— Contract No. 1 160 Chains; Contract No. 2 128 Chains; Contract No. 3 120 Chains; Contract No. 4 128 Chains; Contract No. 5 120 Chains; Contract No. 6 120 Chains; Contract No. 7 120 Chains; Contract No. 8 120 Chains. The lowest or any tender not necessarily accepted. HENRY BUNNY, Provincial Secretary. (170, 678, 318, 776)
ad-divider (327, 836, 474, 837)
advertisement (483, 166, 630, 193)
advertisement (796, 1027, 943, 1045)
ad-headline: 1875. (1015, 859, 1038, 870)
ad-body: Smiths' anvils; Smiths' bellows, Collom's make; Smiths' portable forges; Horse-shoe nails; Gas chandeliers and brackets; Register stoves and kitchen ranges; Wire nails and floor brads; Milner's safes; Glue; Hessian and scrim; White lead, oils, varnish; Saddlery; Mast and Spring carts; Bolts and Spring carts; Rain-roof pipes; Tin plates, zinc, and blamer; White and gold china breakfast sets; Paperhangings; Window glass; Bonds, English and Colonial. GRASS SEED. W. WARING TAYLOR. (796, 537, 944, 619)
